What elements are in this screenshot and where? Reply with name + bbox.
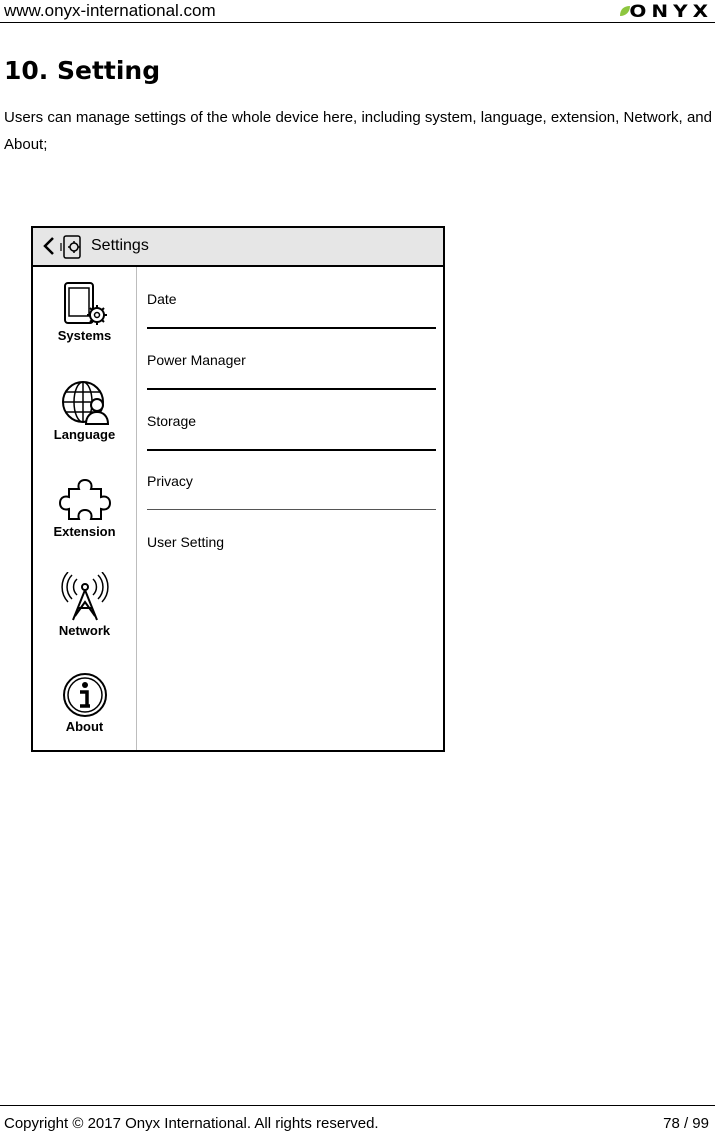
device-top-bar	[33, 228, 443, 267]
list-item-label: Power Manager	[147, 352, 246, 368]
intro-paragraph: Users can manage settings of the whole device here, including system, language, extension, Network, and About;	[4, 109, 712, 153]
sidebar-item-systems[interactable]	[33, 281, 136, 371]
list-item-label: Privacy	[147, 473, 193, 489]
tablet-gear-icon	[57, 281, 113, 327]
list-item-date[interactable]	[147, 267, 436, 329]
section-title: 10. Setting	[4, 56, 161, 85]
list-item-storage[interactable]	[147, 389, 436, 451]
page-number: 78 / 99	[663, 1115, 709, 1132]
sidebar-label-about: About	[65, 719, 104, 734]
settings-app-icon	[60, 234, 86, 260]
list-item-label: User Setting	[147, 534, 225, 550]
sidebar-item-extension[interactable]	[33, 477, 136, 567]
page-header	[0, 0, 715, 23]
copyright-text: Copyright © 2017 Onyx International. All rights reserved.	[4, 1115, 379, 1132]
antenna-icon	[57, 572, 113, 622]
sidebar-item-about[interactable]	[33, 672, 136, 762]
sidebar-item-language[interactable]	[33, 378, 136, 468]
list-item-label: Date	[147, 291, 177, 307]
settings-sidebar	[33, 267, 137, 750]
list-item-privacy[interactable]	[147, 449, 436, 510]
site-url[interactable]: www.onyx-international.com	[4, 1, 216, 20]
back-arrow-icon[interactable]	[41, 236, 57, 256]
list-item-power-manager[interactable]	[147, 328, 436, 390]
sidebar-label-network: Network	[58, 623, 111, 638]
device-screenshot	[31, 226, 445, 752]
list-item-user-setting[interactable]	[147, 510, 436, 570]
sidebar-label-language: Language	[53, 427, 116, 442]
settings-title: Settings	[91, 237, 149, 254]
sidebar-label-extension: Extension	[53, 524, 116, 539]
info-icon	[57, 672, 113, 718]
globe-person-icon	[57, 378, 113, 426]
page-footer	[0, 1105, 715, 1137]
logo-text: ONYX	[629, 0, 713, 22]
sidebar-item-network[interactable]	[33, 572, 136, 662]
puzzle-icon	[57, 477, 113, 523]
onyx-logo	[619, 2, 713, 20]
list-item-label: Storage	[147, 413, 197, 429]
sidebar-label-systems: Systems	[57, 328, 112, 343]
